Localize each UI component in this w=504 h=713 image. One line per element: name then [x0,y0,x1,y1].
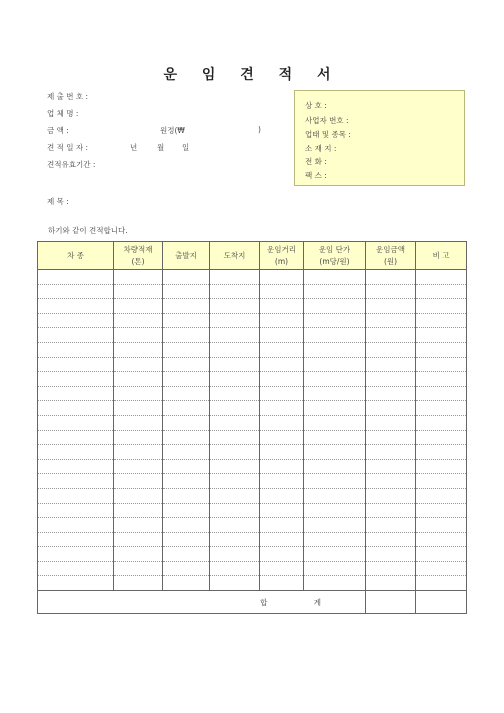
table-cell[interactable] [366,445,416,460]
table-cell[interactable] [366,459,416,474]
table-cell[interactable] [114,561,163,576]
table-cell[interactable] [210,372,260,387]
table-cell[interactable] [416,313,467,328]
table-cell[interactable] [366,342,416,357]
table-cell[interactable] [416,561,467,576]
table-cell[interactable] [260,459,304,474]
subject-label: 제 목 : [47,197,69,206]
table-cell[interactable] [163,284,210,299]
table-cell[interactable] [114,488,163,503]
table-cell[interactable] [210,401,260,416]
table-cell[interactable] [114,518,163,533]
supplier-info-box [294,90,465,186]
table-cell[interactable] [114,299,163,314]
table-cell[interactable] [366,401,416,416]
table-header-row [38,242,467,270]
table-cell[interactable] [163,401,210,416]
table-cell[interactable] [38,386,114,401]
table-cell[interactable] [210,415,260,430]
header-distance: 운임거리 (m) [260,242,304,270]
table-row [38,342,467,357]
table-cell[interactable] [366,430,416,445]
header-destination: 도착지 [210,242,260,270]
table-cell[interactable] [304,430,366,445]
table-cell[interactable] [38,270,114,285]
table-cell[interactable] [304,342,366,357]
table-cell[interactable] [416,284,467,299]
table-cell[interactable] [260,299,304,314]
submit-number-label: 제 출 번 호 : [47,92,89,101]
table-cell[interactable] [163,474,210,489]
table-cell[interactable] [304,547,366,562]
header-freight-amount: 운임금액 (원) [366,242,416,270]
table-cell[interactable] [210,284,260,299]
supplier-address-label: 소 재 지 : [305,144,337,153]
table-row [38,328,467,343]
table-cell[interactable] [416,488,467,503]
date-month: 월 [157,143,165,152]
table-body [38,270,467,614]
table-cell[interactable] [260,328,304,343]
table-cell[interactable] [260,270,304,285]
table-cell[interactable] [304,270,366,285]
table-cell[interactable] [163,270,210,285]
table-cell[interactable] [366,488,416,503]
table-cell[interactable] [416,474,467,489]
validity-label: 견적유효기간 : [47,160,96,169]
table-cell[interactable] [304,474,366,489]
table-cell[interactable] [163,488,210,503]
table-cell[interactable] [210,386,260,401]
table-cell[interactable] [114,357,163,372]
table-row [38,459,467,474]
header-remarks: 비 고 [416,242,467,270]
table-cell[interactable] [304,357,366,372]
table-cell[interactable] [304,386,366,401]
table-cell[interactable] [38,430,114,445]
table-cell[interactable] [416,415,467,430]
table-cell[interactable] [38,503,114,518]
table-cell[interactable] [163,576,210,591]
table-cell[interactable] [38,547,114,562]
table-row [38,445,467,460]
table-cell[interactable] [366,503,416,518]
table-cell[interactable] [38,313,114,328]
table-cell[interactable] [114,401,163,416]
table-row [38,386,467,401]
table-cell[interactable] [38,576,114,591]
total-label: 합 계 [38,591,366,614]
table-cell[interactable] [114,576,163,591]
table-cell[interactable] [38,518,114,533]
table-cell[interactable] [210,576,260,591]
amount-label: 금 액 : [47,126,69,135]
table-cell[interactable] [416,299,467,314]
table-cell[interactable] [114,284,163,299]
total-row [38,591,467,614]
table-cell[interactable] [210,270,260,285]
table-cell[interactable] [114,342,163,357]
table-cell[interactable] [163,547,210,562]
table-cell[interactable] [366,284,416,299]
table-cell[interactable] [416,459,467,474]
company-name-label: 업 체 명 : [47,109,79,118]
table-cell[interactable] [163,518,210,533]
table-cell[interactable] [163,386,210,401]
table-cell[interactable] [210,547,260,562]
table-cell[interactable] [304,401,366,416]
table-cell[interactable] [38,561,114,576]
table-cell[interactable] [163,445,210,460]
table-cell[interactable] [163,430,210,445]
table-cell[interactable] [114,270,163,285]
table-cell[interactable] [260,503,304,518]
table-cell[interactable] [114,415,163,430]
table-row [38,561,467,576]
table-cell[interactable] [114,547,163,562]
table-row [38,299,467,314]
table-cell[interactable] [366,547,416,562]
table-cell[interactable] [260,488,304,503]
table-cell[interactable] [416,401,467,416]
table-cell[interactable] [304,459,366,474]
table-cell[interactable] [304,313,366,328]
table-cell[interactable] [210,561,260,576]
amount-close: ) [258,125,261,134]
table-cell[interactable] [260,561,304,576]
table-cell[interactable] [210,342,260,357]
table-cell[interactable] [416,342,467,357]
table-cell[interactable] [260,430,304,445]
table-cell[interactable] [366,299,416,314]
header-vehicle-type: 차 종 [38,242,114,270]
table-cell[interactable] [114,313,163,328]
table-row [38,284,467,299]
table-cell[interactable] [210,518,260,533]
table-cell[interactable] [38,459,114,474]
table-cell[interactable] [260,415,304,430]
table-cell[interactable] [114,459,163,474]
table-cell[interactable] [366,372,416,387]
supplier-fax-label: 팩 스 : [305,171,327,180]
table-cell[interactable] [260,445,304,460]
table-cell[interactable] [163,342,210,357]
table-cell[interactable] [260,372,304,387]
table-cell[interactable] [163,299,210,314]
table-row [38,518,467,533]
freight-table [37,241,467,614]
table-cell[interactable] [38,299,114,314]
table-cell[interactable] [260,576,304,591]
table-cell[interactable] [114,386,163,401]
header-unit-price: 운임 단가 (m당/원) [304,242,366,270]
table-cell[interactable] [114,328,163,343]
supplier-phone-label: 전 화 : [305,157,327,166]
table-cell[interactable] [366,313,416,328]
table-row [38,474,467,489]
table-cell[interactable] [366,270,416,285]
supplier-biz-type-label: 업태 및 종목 : [305,130,351,139]
table-cell[interactable] [304,299,366,314]
table-cell[interactable] [366,328,416,343]
table-cell[interactable] [114,503,163,518]
table-cell[interactable] [304,518,366,533]
table-cell[interactable] [210,459,260,474]
table-cell[interactable] [416,518,467,533]
table-cell[interactable] [260,401,304,416]
table-cell[interactable] [38,445,114,460]
table-cell[interactable] [38,372,114,387]
table-cell[interactable] [38,415,114,430]
table-cell[interactable] [163,357,210,372]
document-title: 운 임 견 적 서 [163,67,341,83]
table-cell[interactable] [114,474,163,489]
table-cell[interactable] [416,386,467,401]
table-cell[interactable] [304,576,366,591]
table-cell[interactable] [416,357,467,372]
table-cell[interactable] [210,328,260,343]
table-row [38,415,467,430]
supplier-biz-number-label: 사업자 번호 : [305,116,349,125]
table-cell[interactable] [210,299,260,314]
header-origin: 출발지 [163,242,210,270]
table-cell[interactable] [366,576,416,591]
table-cell[interactable] [38,401,114,416]
table-cell[interactable] [38,488,114,503]
table-cell[interactable] [260,547,304,562]
table-cell[interactable] [38,328,114,343]
table-cell[interactable] [416,372,467,387]
table-cell[interactable] [304,415,366,430]
table-cell[interactable] [366,386,416,401]
table-cell[interactable] [304,561,366,576]
table-row [38,547,467,562]
table-cell[interactable] [114,372,163,387]
header-load-ton: 차량적재 (톤) [114,242,163,270]
table-cell[interactable] [163,415,210,430]
table-row [38,532,467,547]
date-year: 년 [130,143,138,152]
table-cell[interactable] [416,503,467,518]
table-cell[interactable] [260,532,304,547]
date-day: 일 [182,143,190,152]
table-row [38,401,467,416]
table-cell[interactable] [210,357,260,372]
table-cell[interactable] [163,503,210,518]
table-cell[interactable] [210,503,260,518]
table-cell[interactable] [163,561,210,576]
table-cell[interactable] [366,474,416,489]
table-cell[interactable] [260,386,304,401]
table-cell[interactable] [416,532,467,547]
table-cell[interactable] [260,518,304,533]
table-cell[interactable] [304,532,366,547]
table-cell[interactable] [210,445,260,460]
table-cell[interactable] [304,372,366,387]
table-cell[interactable] [163,372,210,387]
total-remarks-cell[interactable] [416,591,467,614]
table-cell[interactable] [260,474,304,489]
table-cell[interactable] [260,284,304,299]
table-cell[interactable] [304,488,366,503]
amount-unit: 원정(₩ [160,126,185,135]
table-cell[interactable] [114,430,163,445]
table-cell[interactable] [260,342,304,357]
table-row [38,357,467,372]
table-cell[interactable] [416,445,467,460]
table-cell[interactable] [163,532,210,547]
estimate-date-label: 견 적 일 자 : [47,143,89,152]
table-cell[interactable] [38,357,114,372]
table-cell[interactable] [416,576,467,591]
table-cell[interactable] [114,445,163,460]
table-cell[interactable] [163,459,210,474]
table-row [38,430,467,445]
table-row [38,270,467,285]
table-row [38,488,467,503]
table-cell[interactable] [210,430,260,445]
table-cell[interactable] [210,488,260,503]
table-cell[interactable] [416,547,467,562]
table-cell[interactable] [416,270,467,285]
table-cell[interactable] [210,474,260,489]
table-cell[interactable] [304,503,366,518]
table-cell[interactable] [114,532,163,547]
table-cell[interactable] [163,313,210,328]
intro-text: 하기와 같이 견적합니다. [48,226,128,235]
table-cell[interactable] [38,342,114,357]
table-cell[interactable] [304,284,366,299]
table-cell[interactable] [210,313,260,328]
table-cell[interactable] [260,357,304,372]
table-cell[interactable] [38,532,114,547]
table-cell[interactable] [416,430,467,445]
table-cell[interactable] [366,415,416,430]
table-cell[interactable] [366,357,416,372]
table-cell[interactable] [366,561,416,576]
table-cell[interactable] [366,518,416,533]
table-cell[interactable] [416,328,467,343]
table-cell[interactable] [366,532,416,547]
total-amount-cell[interactable] [366,591,416,614]
table-cell[interactable] [304,445,366,460]
table-cell[interactable] [210,532,260,547]
table-cell[interactable] [38,284,114,299]
table-row [38,576,467,591]
table-cell[interactable] [304,328,366,343]
table-row [38,313,467,328]
table-cell[interactable] [260,313,304,328]
table-row [38,372,467,387]
table-row [38,503,467,518]
table-cell[interactable] [163,328,210,343]
supplier-name-label: 상 호 : [305,101,327,110]
table-cell[interactable] [38,474,114,489]
